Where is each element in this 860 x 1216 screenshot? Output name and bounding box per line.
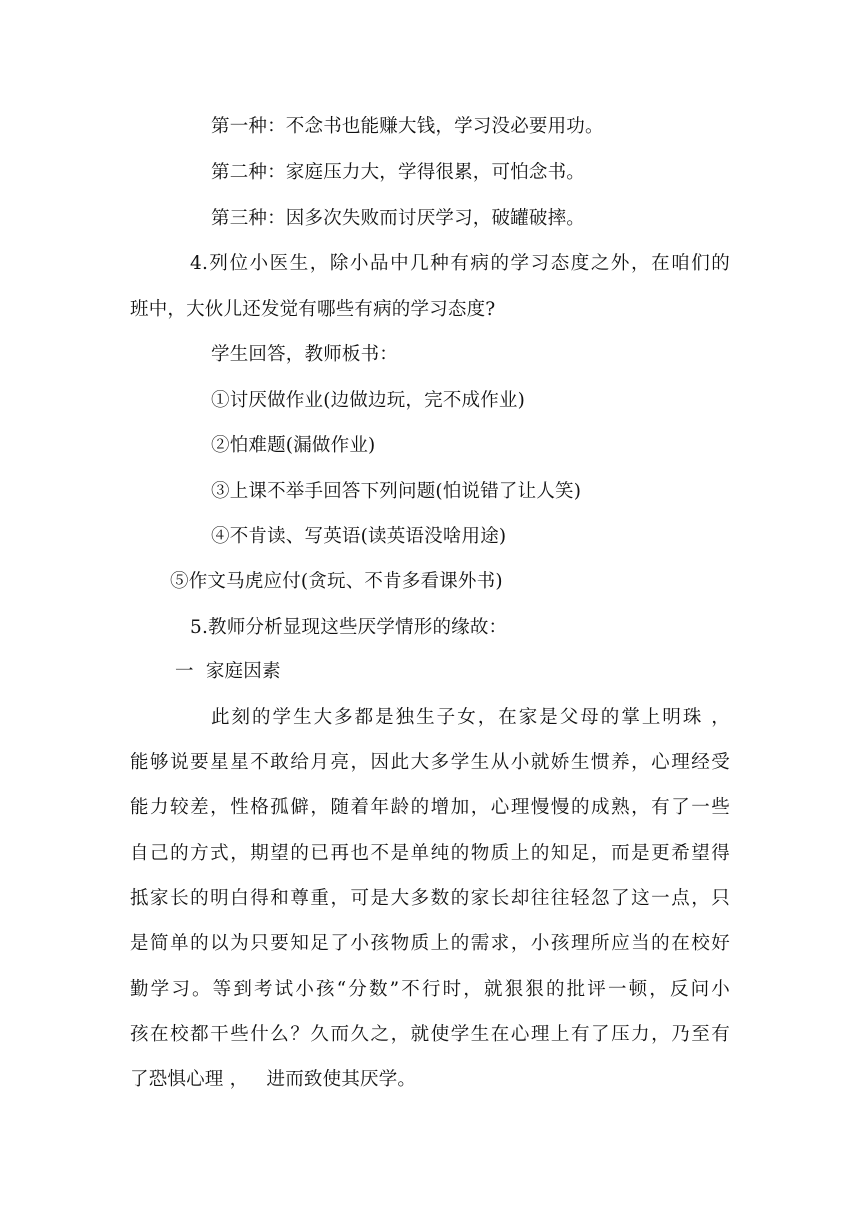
text-line: 第三种：因多次失败而讨厌学习，破罐破摔。 — [211, 208, 586, 229]
text-line: 能力较差，性格孤僻，随着年龄的增加，心理慢慢的成熟，有了一些 — [130, 797, 730, 818]
text-line: 抵家长的明白得和尊重，可是大多数的家长却往往轻忽了这一点，只 — [130, 888, 730, 909]
text-line: ①讨厌做作业(边做边玩，完不成作业) — [211, 390, 526, 411]
text-line: 第二种：家庭压力大，学得很累，可怕念书。 — [211, 162, 586, 183]
text-line: ④不肯读、写英语(读英语没啥用途) — [211, 526, 507, 547]
text-line: 第一种：不念书也能赚大钱，学习没必要用功。 — [211, 116, 604, 137]
text-line: 班中，大伙儿还发觉有哪些有病的学习态度? — [130, 299, 496, 320]
text-line: 了恐惧心理 ， 进而致使其厌学。 — [130, 1069, 417, 1090]
text-line: 是简单的以为只要知足了小孩物质上的需求，小孩理所应当的在校好 — [130, 933, 730, 954]
text-line: ⑤作文马虎应付(贪玩、不肯多看课外书) — [170, 571, 503, 592]
text-line: 此刻的学生大多都是独生子女，在家是父母的掌上明珠 ， — [211, 707, 730, 728]
text-line: ②怕难题(漏做作业) — [211, 435, 376, 456]
text-line: 5.教师分析显现这些厌学情形的缘故： — [190, 617, 508, 638]
text-line: 4.列位小医生，除小品中几种有病的学习态度之外，在咱们的 — [190, 253, 730, 274]
text-line: 自己的方式，期望的已再也不是单纯的物质上的知足，而是更希望得 — [130, 843, 730, 864]
text-line: 能够说要星星不敢给月亮，因此大多学生从小就娇生惯养，心理经受 — [130, 752, 730, 773]
text-line: 孩在校都干些什么？久而久之，就使学生在心理上有了压力，乃至有 — [130, 1024, 730, 1045]
text-line: 学生回答，教师板书： — [211, 344, 399, 365]
section-heading: 一 家庭因素 — [175, 661, 281, 682]
text-line: ③上课不举手回答下列问题(怕说错了让人笑) — [211, 481, 582, 502]
text-line: 勤学习。等到考试小孩“分数”不行时，就狠狠的批评一顿，反问小 — [130, 979, 730, 1000]
